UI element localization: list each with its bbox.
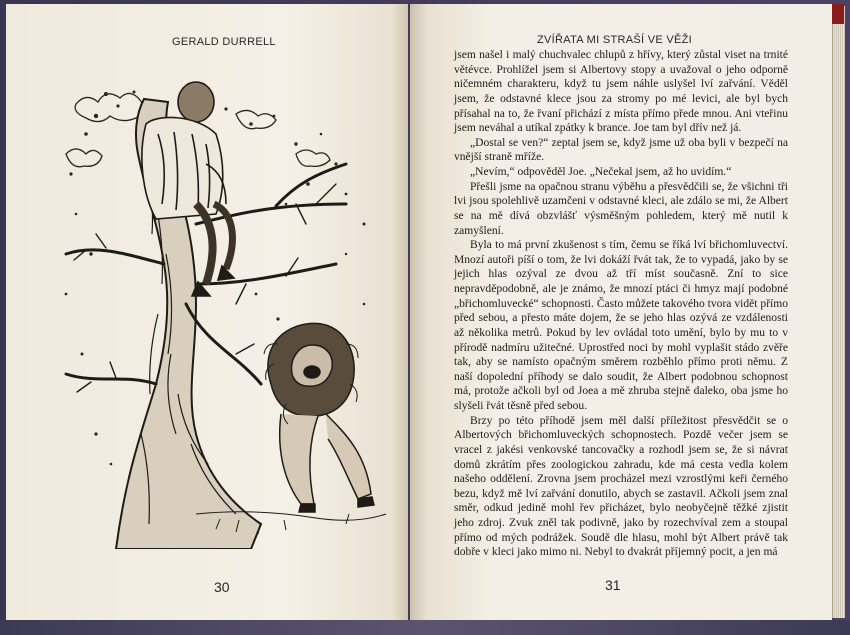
left-page (6, 4, 408, 620)
paragraph: „Nevím,“ odpověděl Joe. „Nečekal jsem, až ho uvidím.“ (470, 166, 732, 178)
paragraph: Byla to má první zkušenost s tím, čemu se říká lví břichomluvectví. Mnozí autoři píší o tom, že lvi dokáží řvát tak, že to vypadá, jako by se jejich hlas ozýval ze dvou až tří míst současně. Zní to sice nepravděpodobně, ale je známo, že mnozí ptáci či hmyz mají podobné „břichomluvecké“ schopnosti. Často můžete takového tvora vidět přímo před sebou, a přesto máte dojem, že se jeho hlas ozývá ze vzdálenosti až několika metrů. Pokud by lev ovládal toto umění, bylo by mu to v přírodě nadmíru užitečné. Uprostřed noci by mohl vyplašit stádo zvěře tak, aby se namísto opačným směrem rozběhlo přímo proti němu. Z naší dopolední příhody se dalo soudit, že Albert podobnou schopnost má, protože ačkoli byl od Joea a mě zhruba stejně daleko, oba jsme ho slyšeli řvát těsně před sebou. (454, 239, 788, 412)
lion (264, 323, 374, 512)
page-edges (832, 6, 845, 618)
body-text (454, 48, 788, 560)
lion-and-man-in-tree-illustration (46, 54, 391, 549)
left-running-head: GERALD DURRELL (172, 36, 276, 48)
left-page-number: 30 (214, 579, 230, 595)
right-page-number: 31 (605, 577, 621, 593)
bookmark-ribbon (832, 4, 844, 24)
paragraph: Brzy po této příhodě jsem měl další příležitost přesvědčit se o Albertových břichomluveckých schopnostech. Pozdě večer jsem se vracel z jakési venkovské tancovačky a rozhodl jsem se, že si návrat domů zkrátím přes zoologickou zahradu, kde má cesta vedla kolem našeho oddělení. Zrovna jsem procházel mezi vzrostlými keři černého bezu, když mě lví zařvání donutilo, abych se zastavil. Ačkoli jsem znal směr, odkud jedině mohl řev přicházet, bylo neobyčejně těžké zjistit jeho zdroj. Zvuk zněl tak podivně, jako by rozechvíval zem a stoupal přímo od mých podrážek. Soudě dle hlasu, mohl být Albert právě tak dobře v kleci jako mimo ni. Nebyl to dvakrát příjemný pocit, a jen má (454, 414, 788, 559)
right-page (410, 4, 832, 620)
paragraph: „Dostal se ven?“ zeptal jsem se, když jsme už oba byli v bezpečí na vnější straně mříže. (454, 136, 788, 164)
paragraph: jsem našel i malý chuchvalec chlupů z hřívy, který zůstal viset na trnité větévce. Prohlížel jsem si Albertovy stopy a uvažoval o jeho odporně ničemném charakteru, když tu jsem náhle uslyšel lví zařvání. Věděl jsem, že odstavné klece jsou za stromy po mé levici, ale byl bych přísahal na to, že řvaní přichází z místa přímo přede mnou. Ani vteřinu jsem neváhal a utíkal zpátky k brance. Joe tam byl dřív než já. (454, 49, 788, 135)
right-running-head: ZVÍŘATA MI STRAŠÍ VE VĚŽI (537, 34, 693, 46)
paragraph: Přešli jsme na opačnou stranu výběhu a přesvědčili se, že všichni tři lvi jsou spolehlivě uzamčeni v odstavné kleci, ale zdálo se mi, že Albert se na mě dívá obzvlášť výsměšným pohledem, který mě nutil k zamyšlení. (454, 180, 788, 237)
book-cover-edge (0, 620, 850, 635)
